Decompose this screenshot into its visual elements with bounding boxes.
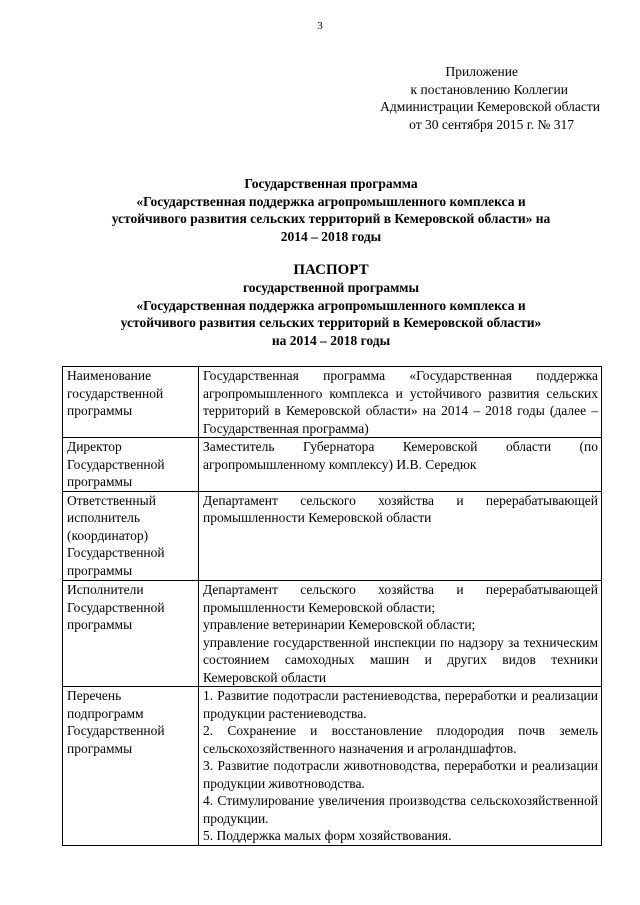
passport-title-line: устойчивого развития сельских территорий в Кемеровской области»: [120, 315, 542, 330]
appendix-block: [330, 63, 600, 133]
page-number: 3: [317, 20, 323, 32]
table-row: [63, 367, 602, 438]
row-value: [199, 687, 602, 846]
table-row: [63, 581, 602, 687]
program-title-line: устойчивого развития сельских территорий в Кемеровской области» на: [111, 211, 551, 226]
passport-title-line: государственной программы: [242, 280, 420, 295]
program-title-line: 2014 – 2018 годы: [280, 228, 382, 244]
appendix-line: Администрации Кемеровской области: [380, 99, 600, 114]
program-title: [62, 175, 600, 245]
table-row: [63, 687, 602, 846]
row-label: Исполнители Государственной программы: [63, 581, 199, 687]
program-title-line: «Государственная поддержка агропромышленного комплекса и: [136, 193, 526, 209]
row-value: Департамент сельского хозяйства и перерабатывающей промышленности Кемеровской области: [199, 491, 602, 581]
program-title-line: Государственная программа: [244, 176, 418, 191]
executor-item: управление государственной инспекции по надзору за техническим состоянием самоходных машин и других видов техники Кемеровской области: [203, 634, 598, 685]
table-row: [63, 491, 602, 581]
subprogram-item: 4. Стимулирование увеличения производства сельскохозяйственной продукции.: [203, 793, 598, 826]
passport-title: [62, 261, 600, 349]
appendix-line: к постановлению Коллегии: [410, 81, 568, 97]
row-value: Государственная программа «Государственная поддержка агропромышленного комплекса и устойчивого развития сельских территорий в Кемеровской области» на 2014 – 2018 годы (далее – Государственная программа): [199, 367, 602, 438]
appendix-line: от 30 сентября 2015 г. № 317: [409, 116, 574, 132]
row-label: Директор Государственной программы: [63, 438, 199, 492]
passport-title-line: на 2014 – 2018 годы: [271, 332, 391, 348]
subprogram-item: 5. Поддержка малых форм хозяйствования.: [203, 828, 452, 843]
passport-title-line: «Государственная поддержка агропромышленного комплекса и: [136, 297, 526, 313]
appendix-line: Приложение: [445, 64, 518, 79]
passport-heading: ПАСПОРТ: [293, 262, 369, 278]
subprogram-item: 1. Развитие подотрасли растениеводства, переработки и реализации продукции растениеводства.: [203, 688, 598, 721]
executor-item: управление ветеринарии Кемеровской области;: [203, 617, 476, 632]
subprogram-item: 3. Развитие подотрасли животноводства, переработки и реализации продукции животноводства.: [203, 758, 598, 791]
subprogram-item: 2. Сохранение и восстановление плодородия почв земель сельскохозяйственного назначения и агроландшафтов.: [203, 723, 598, 756]
table-row: [63, 438, 602, 492]
executor-item: Департамент сельского хозяйства и перерабатывающей промышленности Кемеровской области;: [203, 582, 598, 615]
row-label: Ответственный исполнитель (координатор) Государственной программы: [63, 491, 199, 581]
row-label: Наименование государственной программы: [63, 367, 199, 438]
row-value: [199, 581, 602, 687]
row-value: Заместитель Губернатора Кемеровской области (по агропромышленному комплексу) И.В. Середюк: [199, 438, 602, 492]
row-label: Перечень подпрограмм Государственной программы: [63, 687, 199, 846]
passport-table: [62, 366, 602, 846]
